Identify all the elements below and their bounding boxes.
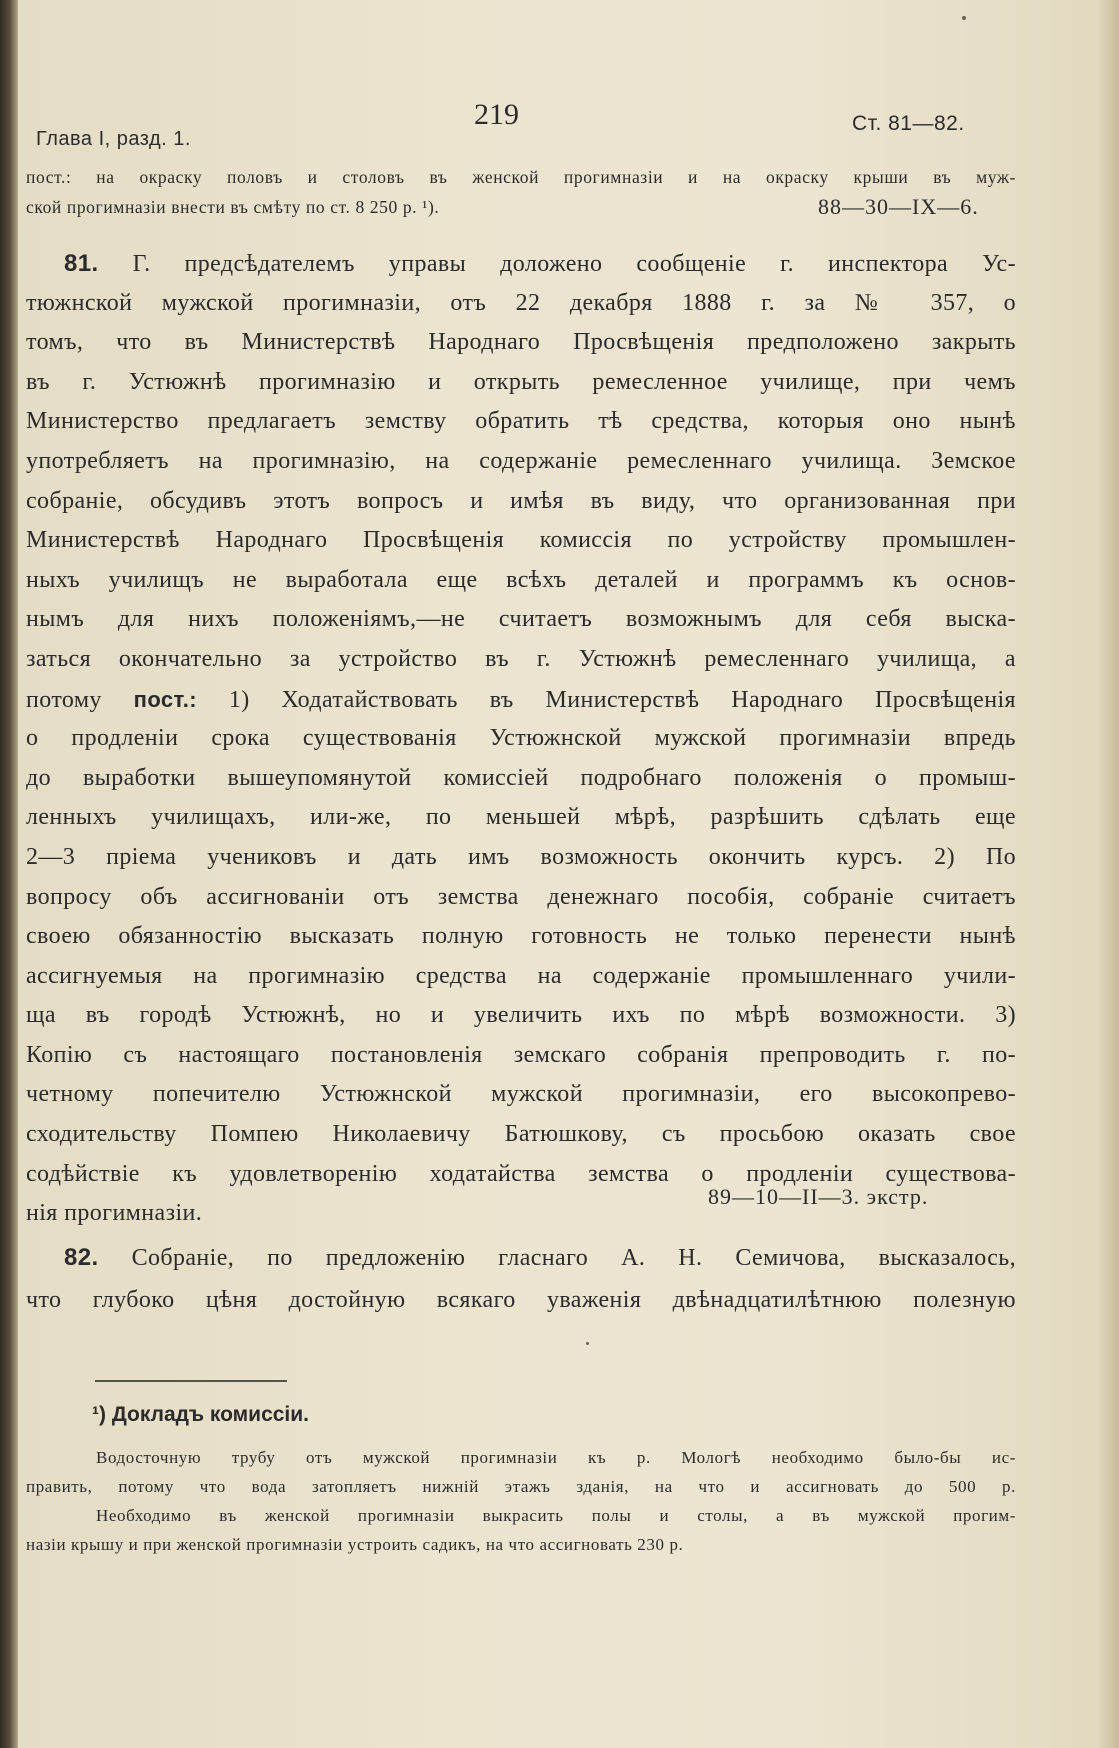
footnote-line: править, потому что вода затопляетъ нижній этажъ зданія, на что и ассигновать до 500 р. [26, 1477, 1016, 1496]
text-line: употребляетъ на прогимназію, на содержаніе ремесленнаго училища. Земское [26, 447, 1016, 474]
text-line: томъ, что въ Министерствѣ Народнаго Просвѣщенія предположено закрыть [26, 329, 1016, 356]
article-range-header: Ст. 81—82. [852, 112, 965, 135]
article-number: 82. [64, 1244, 99, 1271]
text-line: Собраніе, по предложенію гласнаго А. Н. Семичова, высказалось, [131, 1245, 1016, 1271]
footnote-line: назіи крышу и при женской прогимназіи устроить садикъ, на что ассигновать 230 р. [26, 1535, 684, 1554]
book-spine-shadow [0, 0, 18, 1748]
text-line: заться окончательно за устройство въ г. Устюжнѣ ремесленнаго училища, а [26, 645, 1016, 672]
text-line: тюжнской мужской прогимназіи, отъ 22 декабря 1888 г. за № 357, о [26, 289, 1016, 316]
footnote-body [26, 1443, 1016, 1559]
text-line: четному попечителю Устюжнской мужской прогимназіи, его высокопрево- [26, 1081, 1016, 1108]
text-line-resolution [26, 680, 1016, 720]
article-first-line [26, 244, 1016, 284]
footnote-title: ¹) Докладъ комиссіи. [92, 1403, 310, 1426]
article-82 [26, 1237, 1016, 1321]
text-line: 2—3 пріема учениковъ и дать имъ возможность окончить курсъ. 2) По [26, 843, 1016, 870]
text-line: собраніе, обсудивъ этотъ вопросъ и имѣя въ виду, что организованная при [26, 487, 1016, 514]
session-reference: 88—30—IX—6. [818, 194, 979, 219]
article-81 [26, 244, 1016, 1234]
text-line: Министерство предлагаетъ земству обратить тѣ средства, которыя оно нынѣ [26, 408, 1016, 435]
text-line: ща въ городѣ Устюжнѣ, но и увеличить ихъ по мѣрѣ возможности. 3) [26, 1002, 1016, 1029]
text-line: своею обязанностію высказать полную готовность не только перенести нынѣ [26, 923, 1016, 950]
session-reference: 89—10—II—3. экстр. [708, 1184, 929, 1209]
article-first-line [26, 1237, 1016, 1279]
text-line: содѣйствіе къ удовлетворенію ходатайства земства о продленіи существова- [26, 1160, 1016, 1187]
text-line: ской прогимназіи внести въ смѣту по ст. 8 250 р. ¹). [26, 197, 440, 217]
text-line: вопросу объ ассигнованіи отъ земства денежнаго пособія, собраніе считаетъ [26, 883, 1016, 910]
page-edge-shadow [1097, 0, 1119, 1748]
text-line: ассигнуемыя на прогимназію средства на содержаніе промышленнаго учили- [26, 962, 1016, 989]
text-line: ленныхъ училищахъ, или-же, по меньшей мѣрѣ, разрѣшить сдѣлать еще [26, 804, 1016, 831]
footnote-divider [95, 1380, 287, 1382]
text-line: въ г. Устюжнѣ прогимназію и открыть ремесленное училище, при чемъ [26, 368, 1016, 395]
print-speck [962, 16, 966, 20]
print-speck [586, 1342, 589, 1345]
text-line: что глубоко цѣня достойную всякаго уваженія двѣнадцатилѣтнюю полезную [26, 1287, 1016, 1313]
text-line: Министерствѣ Народнаго Просвѣщенія комиссія по устройству промышлен- [26, 527, 1016, 554]
text-line: о продленіи срока существованія Устюжнской мужской прогимназіи впредь [26, 725, 1016, 752]
text-line: Г. предсѣдателемъ управы доложено сообщеніе г. инспектора Ус- [132, 251, 1016, 277]
text-line: до выработки вышеупомянутой комиссіей подробнаго положенія о промыш- [26, 764, 1016, 791]
footnote-line: Водосточную трубу отъ мужской прогимназіи къ р. Мологѣ необходимо было-бы ис- [96, 1448, 1016, 1467]
text-fragment: 1) Ходатайствовать въ Министерствѣ Народнаго Просвѣщенія [197, 686, 1016, 713]
text-line: нія прогимназіи. [26, 1200, 203, 1227]
chapter-header: Глава I, разд. 1. [36, 128, 191, 150]
text-line: Копію съ настоящаго постановленія земскаго собранія препроводить г. по- [26, 1041, 1016, 1068]
text-fragment: потому [26, 686, 134, 713]
page-number: 219 [474, 98, 519, 131]
text-line: ныхъ училищъ не выработала еще всѣхъ деталей и программъ къ основ- [26, 566, 1016, 593]
text-line: сходительству Помпею Николаевичу Батюшкову, съ просьбою оказать свое [26, 1121, 1016, 1148]
text-line: пост.: на окраску половъ и столовъ въ женской прогимназіи и на окраску крыши въ муж- [26, 167, 1016, 187]
resolution-label: пост.: [133, 686, 198, 712]
footnote-line: Необходимо въ женской прогимназіи выкрасить полы и столы, а въ мужской прогим- [96, 1506, 1016, 1525]
article-number: 81. [64, 250, 99, 277]
text-line: нымъ для нихъ положеніямъ,—не считаетъ возможнымъ для себя выска- [26, 606, 1016, 633]
